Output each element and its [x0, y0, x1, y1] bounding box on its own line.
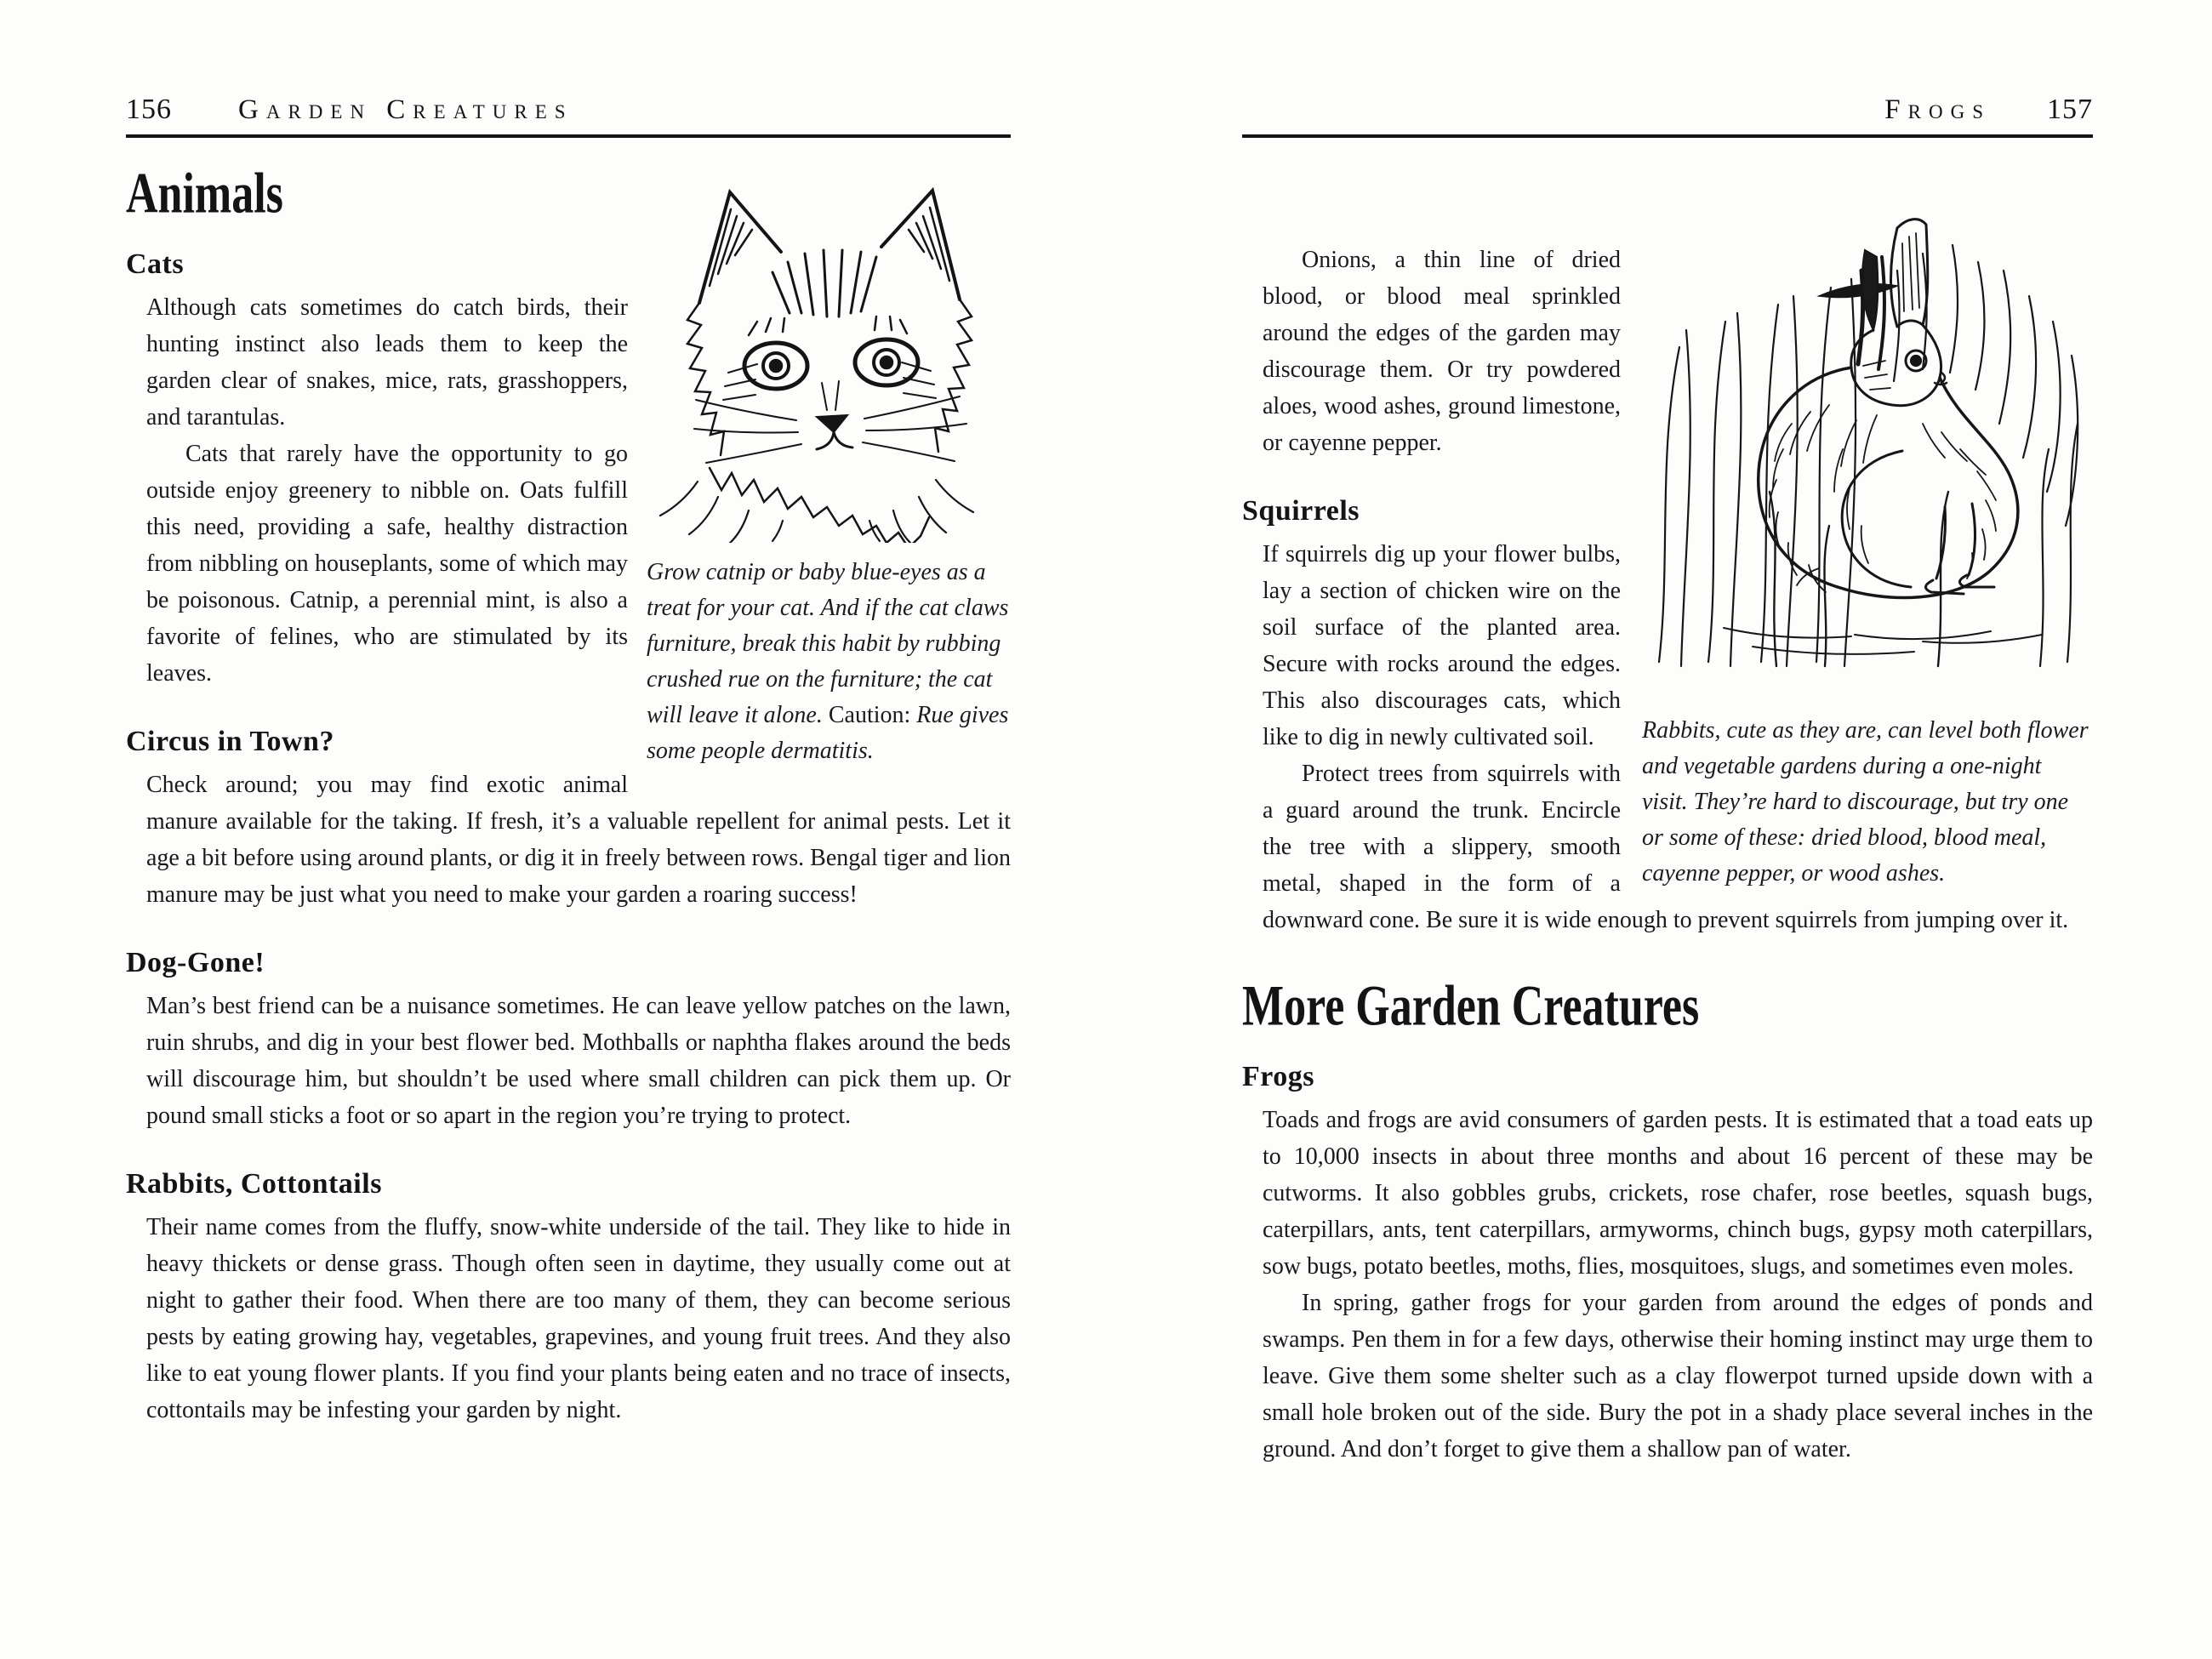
rabbit-caption: Rabbits, cute as they are, can level both flower and vegetable gardens during a one-night visit. They’re hard to discourage, but try one or some of these: dried blood, blood meal, cayenne pepper, or wood ashes.	[1642, 717, 2089, 887]
paragraph-cats-1: Although cats sometimes do catch birds, their hunting instinct also leads them to keep the garden clear of snakes, mice, rats, grasshoppers, and tarantulas.	[146, 294, 628, 430]
cat-figure	[628, 168, 1011, 772]
paragraph-cats-2: Cats that rarely have the opportunity to go outside enjoy greenery to nibble on. Oats fulfill this need, providing a safe, healthy distraction from nibbling on houseplants, some of which may be poisonous. Catnip, a perennial mint, is also a favorite of felines, who are stimulated by its leaves.	[146, 441, 628, 687]
section-title-more-garden-creatures: More Garden Creatures	[1242, 974, 1700, 1038]
heading-squirrels: Squirrels	[1242, 495, 1360, 527]
paragraph-frogs-2: In spring, gather frogs for your garden from around the edges of ponds and swamps. Pen them in for a few days, otherwise their homing instinct may urge them to leave. Give them some shelter such as a clay flowerpot turned upside down with a small hole broken out of the side. Bury the pot in a shady place several inches in the ground. And don’t forget to give them a shallow pan of water.	[1263, 1290, 2093, 1462]
section-title-animals: Animals	[126, 162, 283, 225]
running-head-right: Frogs	[1884, 94, 1991, 125]
page-header-right	[1242, 94, 2093, 138]
paragraph-circus: Check around; you may find exotic animal manure available for the taking. If fresh, it’s a valuable repellent for animal pests. Let it age a bit before using around plants, or dig it in freely between rows. Bengal tiger and lion manure may be just what you need to make your garden a roaring success!	[146, 772, 1011, 908]
cat-caption	[647, 555, 1011, 769]
page-header-left	[126, 94, 1011, 138]
paragraph-onions: Onions, a thin line of dried blood, or blood meal sprinkled around the edges of the garden may discourage them. Or try powdered aloes, wood ashes, ground limestone, or cayenne pepper.	[1263, 247, 1621, 456]
cat-caption-italic: Grow catnip or baby blue-eyes as a treat for your cat. And if the cat claws furniture, break this habit by rubbing crushed rue on the furniture; the cat will leave it alone.	[647, 559, 1009, 728]
page-number-left: 156	[126, 94, 172, 125]
page-left-content	[126, 138, 1011, 1428]
paragraph-squirrels-1: If squirrels dig up your flower bulbs, lay a section of chicken wire on the soil surface of the planted area. Secure with rocks around the edges. This also discourages cats, which like to dig in newly cultivated soil.	[1263, 541, 1621, 750]
heading-circus: Circus in Town?	[126, 726, 334, 757]
paragraph-squirrels-2: Protect trees from squirrels with a guard around the trunk. Encircle the tree with a slippery, smooth metal, shaped in the form of a downward cone. Be sure it is wide enough to prevent squirrels from jumping over it.	[1263, 761, 2069, 933]
paragraph-frogs-1: Toads and frogs are avid consumers of garden pests. It is estimated that a toad eats up to 10,000 insects in about three months and about 16 percent of these may be cutworms. It also gobbles grubs, crickets, rose chafer, rose beetles, squash bugs, caterpillars, ants, tent caterpillars, armyworms, chinch bugs, gypsy moth caterpillars, sow bugs, potato beetles, moths, flies, mosquitoes, slugs, and sometimes even moles.	[1263, 1107, 2093, 1280]
paragraph-rabbits: Their name comes from the fluffy, snow-white underside of the tail. They like to hide in heavy thickets or dense grass. Though often seen in daytime, they usually come out at night to gather their food. When there are too many of them, they can become serious pests by eating growing hay, vegetables, grapevines, and young fruit trees. And they also like to eat young flower plants. If you find your plants being eaten and no trace of insects, cottontails may be infesting your garden by night.	[146, 1214, 1011, 1423]
rabbit-illustration	[1642, 168, 2093, 679]
page-right-content	[1242, 138, 2093, 1468]
rabbit-figure	[1621, 168, 2093, 895]
heading-rabbits-cottontails: Rabbits, Cottontails	[126, 1168, 382, 1200]
heading-frogs: Frogs	[1242, 1061, 1314, 1092]
page-right	[1106, 0, 2212, 1659]
paragraph-dog-gone: Man’s best friend can be a nuisance sometimes. He can leave yellow patches on the lawn, ruin shrubs, and dig in your best flower bed. Mothballs or naphtha flakes around the beds will discourage him, but shouldn’t be used where small children can pick them up. Or pound small sticks a foot or so apart in the region you’re trying to protect.	[146, 993, 1011, 1129]
cat-caption-italic-end: Rue gives some people dermatitis.	[647, 702, 1009, 764]
heading-cats: Cats	[126, 248, 185, 280]
running-head-left: Garden Creatures	[238, 94, 573, 125]
heading-dog-gone: Dog-Gone!	[126, 947, 265, 978]
cat-caption-caution-label: Caution:	[828, 702, 911, 728]
page-number-right: 157	[2047, 94, 2093, 125]
